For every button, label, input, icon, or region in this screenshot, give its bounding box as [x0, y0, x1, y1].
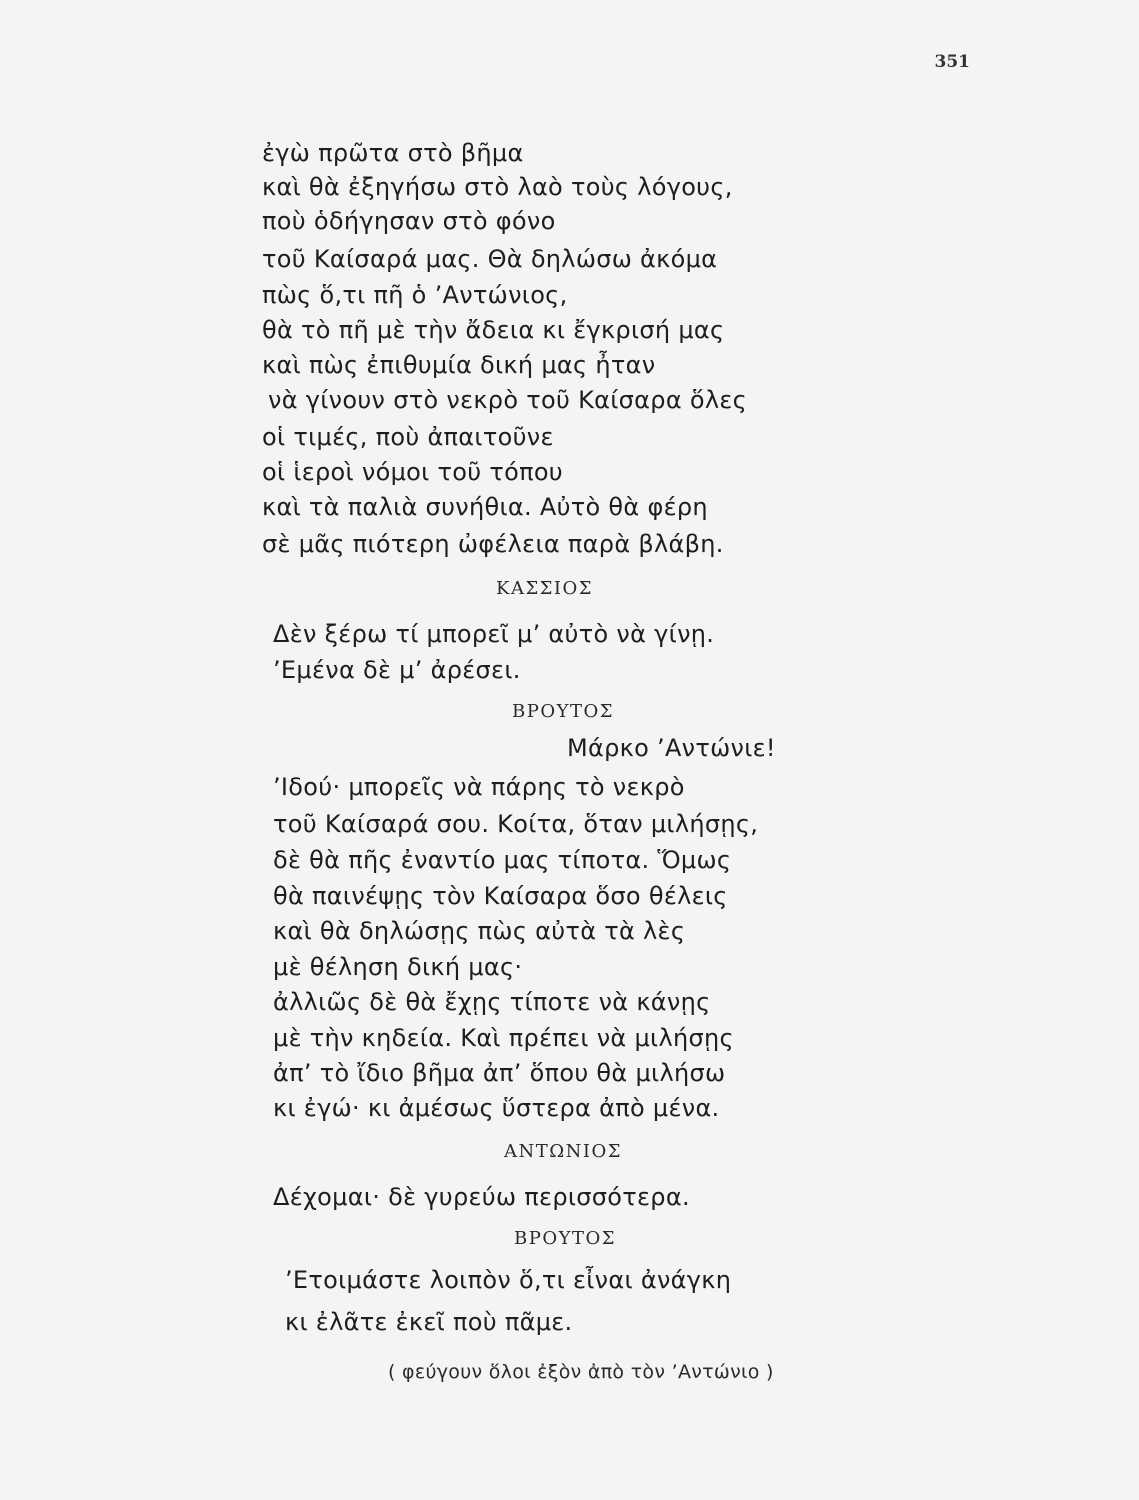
- verse-line: καὶ θὰ ἐξηγήσω στὸ λαὸ τοὺς λόγους,: [262, 173, 733, 201]
- verse-line: ἀλλιῶς δὲ θὰ ἔχῃς τίποτε νὰ κάνῃς: [273, 988, 711, 1016]
- speaker-name: ΒΡΟΥΤΟΣ: [512, 701, 614, 722]
- verse-line: τοῦ Καίσαρά σου. Κοίτα, ὅταν μιλήσῃς,: [273, 810, 759, 838]
- page-number: 351: [934, 52, 970, 72]
- verse-line: ’Εμένα δὲ μ’ ἀρέσει.: [273, 656, 521, 684]
- verse-line: ποὺ ὁδήγησαν στὸ φόνο: [262, 207, 556, 235]
- verse-line: οἱ ἱεροὶ νόμοι τοῦ τόπου: [262, 458, 563, 486]
- speaker-name: ΑΝΤΩΝΙΟΣ: [504, 1141, 623, 1162]
- verse-line: Μάρκο ’Αντώνιε!: [567, 734, 776, 762]
- verse-line: κι ἐλᾶτε ἐκεῖ ποὺ πᾶμε.: [285, 1308, 573, 1336]
- verse-line: Δέχομαι· δὲ γυρεύω περισσότερα.: [273, 1183, 690, 1211]
- verse-line: καὶ θὰ δηλώσῃς πὼς αὐτὰ τὰ λὲς: [273, 917, 686, 945]
- verse-line: ’Ετοιμάστε λοιπὸν ὅ,τι εἶναι ἀνάγκη: [285, 1266, 732, 1294]
- verse-line: οἱ τιμές, ποὺ ἀπαιτοῦνε: [262, 423, 554, 451]
- verse-line: θὰ τὸ πῆ μὲ τὴν ἄδεια κι ἔγκρισή μας: [262, 316, 725, 344]
- speaker-name: ΒΡΟΥΤΟΣ: [514, 1228, 616, 1249]
- verse-line: ἀπ’ τὸ ἴδιο βῆμα ἀπ’ ὅπου θὰ μιλήσω: [273, 1059, 726, 1087]
- verse-line: Δὲν ξέρω τί μπορεῖ μ’ αὐτὸ νὰ γίνῃ.: [273, 620, 715, 648]
- verse-line: ἐγὼ πρῶτα στὸ βῆμα: [262, 139, 524, 167]
- verse-line: καὶ πὼς ἐπιθυμία δική μας ἦταν: [262, 351, 656, 379]
- verse-line: νὰ γίνουν στὸ νεκρὸ τοῦ Καίσαρα ὅλες: [268, 386, 748, 414]
- verse-line: κι ἐγώ· κι ἀμέσως ὕστερα ἀπὸ μένα.: [273, 1094, 720, 1122]
- verse-line: πὼς ὅ,τι πῆ ὁ ’Αντώνιος,: [262, 281, 568, 309]
- verse-line: τοῦ Καίσαρά μας. Θὰ δηλώσω ἀκόμα: [262, 245, 718, 273]
- verse-line: μὲ τὴν κηδεία. Καὶ πρέπει νὰ μιλήσῃς: [273, 1024, 734, 1052]
- verse-line: ’Ιδού· μπορεῖς νὰ πάρης τὸ νεκρὸ: [273, 773, 685, 801]
- verse-line: μὲ θέληση δική μας·: [273, 953, 523, 981]
- verse-line: δὲ θὰ πῆς ἐναντίο μας τίποτα. Ὅμως: [273, 846, 732, 874]
- speaker-name: ΚΑΣΣΙΟΣ: [496, 578, 593, 599]
- verse-line: θὰ παινέψῃς τὸν Καίσαρα ὅσο θέλεις: [273, 882, 728, 910]
- verse-line: σὲ μᾶς πιότερη ὠφέλεια παρὰ βλάβη.: [262, 530, 724, 558]
- verse-line: καὶ τὰ παλιὰ συνήθια. Αὐτὸ θὰ φέρη: [262, 493, 708, 521]
- stage-direction: ( φεύγουν ὅλοι ἐξὸν ἀπὸ τὸν ’Αντώνιο ): [388, 1361, 774, 1383]
